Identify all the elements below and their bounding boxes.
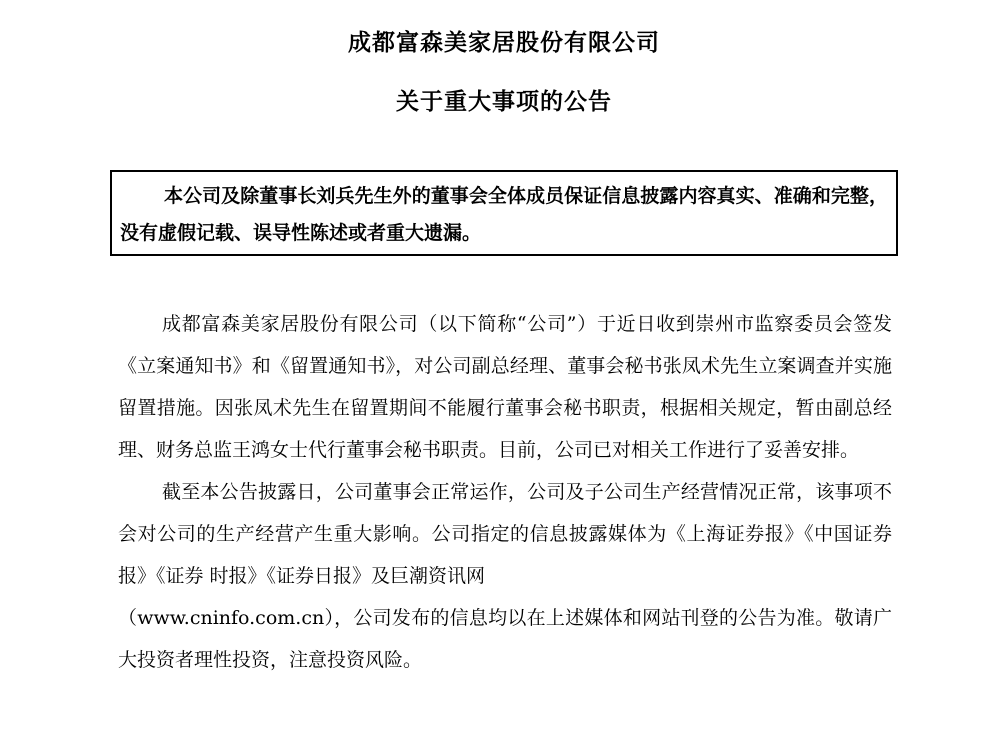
company-name-title: 成都富森美家居股份有限公司 [348,30,660,56]
body-paragraph-2-part-2: （www.cninfo.com.cn），公司发布的信息均以在上述媒体和网站刊登的公告为准。敬请广大投资者理性投资，注意投资风险。 [118,607,892,671]
body-paragraph-1: 成都富森美家居股份有限公司（以下简称“公司”）于近日收到崇州市监察委员会签发《立案通知书》和《留置通知书》，对公司副总经理、董事会秘书张凤术先生立案调查并实施留置措施。因张凤术先生在留置期间不能履行董事会秘书职责，根据相关规定，暂由副总经理、财务总监王鸿女士代行董事会秘书职责。目前，公司已对相关工作进行了妥善安排。 [118,313,892,461]
announcement-body [118,303,892,681]
announcement-title: 关于重大事项的公告 [396,89,612,115]
board-guarantee-notice-text: 本公司及除董事长刘兵先生外的董事会全体成员保证信息披露内容真实、准确和完整，没有虚假记载、误导性陈述或者重大遗漏。 [120,185,888,244]
board-guarantee-notice-box [110,170,898,256]
body-paragraph-2-part-1: 截至本公告披露日，公司董事会正常运作，公司及子公司生产经营情况正常，该事项不会对公司的生产经营产生重大影响。公司指定的信息披露媒体为《上海证券报》《中国证券报》《证券 时报》《证券日报》及巨潮资讯网 [118,481,892,587]
body-paragraph-2 [118,471,892,681]
